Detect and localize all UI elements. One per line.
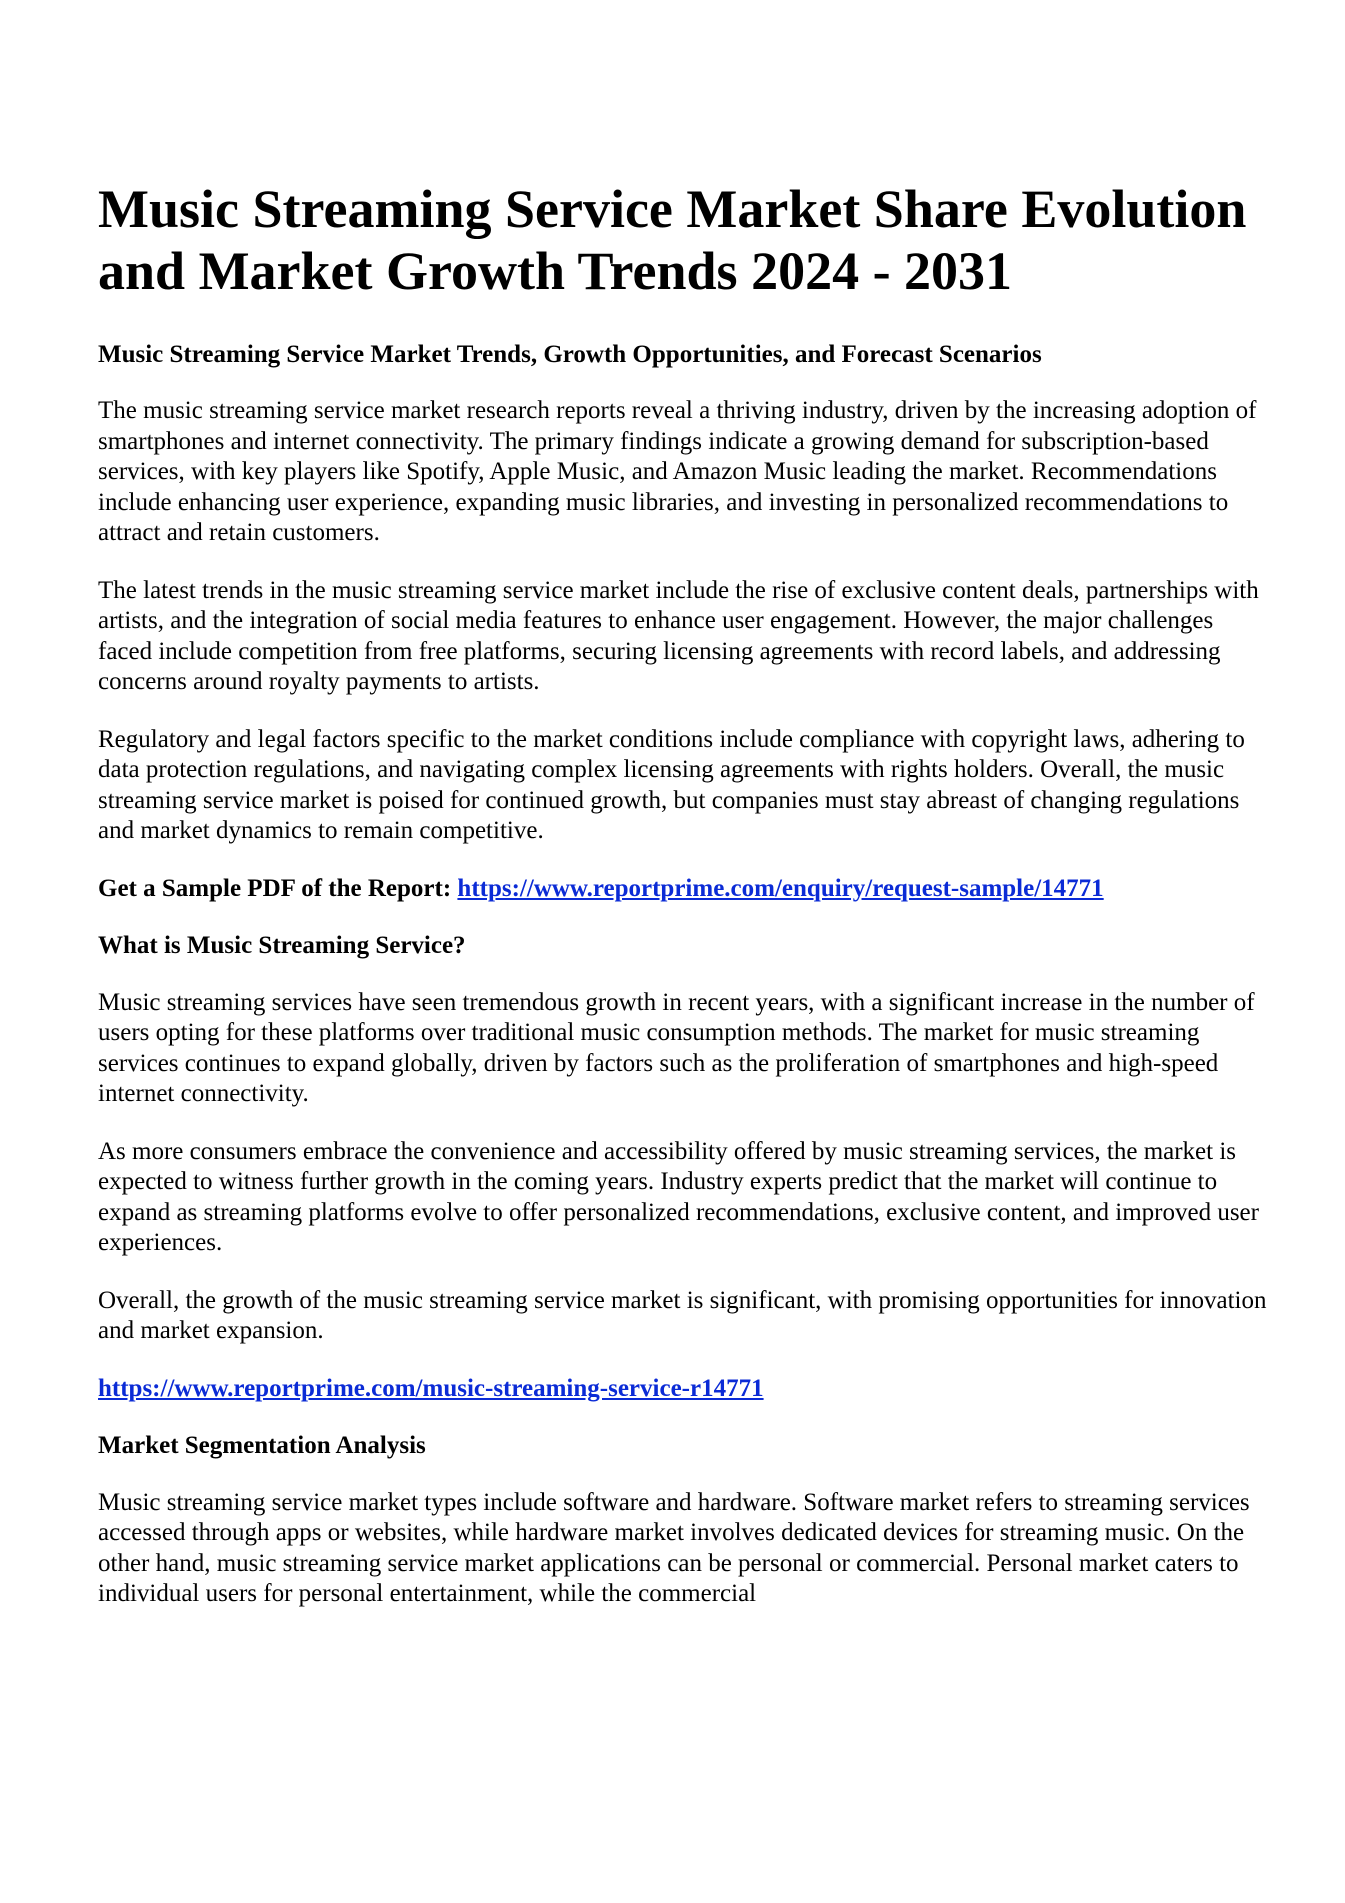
sample-pdf-label: Get a Sample PDF of the Report: <box>98 874 458 902</box>
what-is-paragraph-3: Overall, the growth of the music streaming service market is significant, with promising opportunities for innovation and market expansion. <box>98 1286 1267 1344</box>
segmentation-heading: Market Segmentation Analysis <box>98 1431 426 1459</box>
report-link-line <box>98 1374 1268 1404</box>
sample-pdf-line <box>98 874 1268 904</box>
document-title: Music Streaming Service Market Share Evolution and Market Growth Trends 2024 - 2031 <box>98 179 1247 301</box>
what-is-paragraph-1: Music streaming services have seen tremendous growth in recent years, with a significant increase in the number of users opting for these platforms over traditional music consumption methods. The market for music streaming services continues to expand globally, driven by factors such as the proliferation of smartphones and high-speed internet connectivity. <box>98 988 1255 1107</box>
segmentation-paragraph: Music streaming service market types include software and hardware. Software market refers to streaming services accessed through apps or websites, while hardware market involves dedicated devices for streaming music. On the other hand, music streaming service market applications can be personal or commercial. Personal market caters to individual users for personal entertainment, while the commercial <box>98 1488 1250 1607</box>
intro-paragraph-1: The music streaming service market research reports reveal a thriving industry, driven by the increasing adoption of smartphones and internet connectivity. The primary findings indicate a growing demand for subscription-based services, with key players like Spotify, Apple Music, and Amazon Music leading the market. Recommendations include enhancing user experience, expanding music libraries, and investing in personalized recommendations to attract and retain customers. <box>98 397 1257 546</box>
document-page <box>98 178 1268 1637</box>
intro-paragraph-2: The latest trends in the music streaming service market include the rise of exclusive content deals, partnerships with artists, and the integration of social media features to enhance user engagement. However, the major challenges faced include competition from free platforms, securing licensing agreements with record labels, and addressing concerns around royalty payments to artists. <box>98 576 1259 695</box>
what-is-heading: What is Music Streaming Service? <box>98 931 466 959</box>
section-subtitle: Music Streaming Service Market Trends, Growth Opportunities, and Forecast Scenarios <box>98 341 1042 368</box>
report-link[interactable]: https://www.reportprime.com/music-streaming-service-r14771 <box>98 1374 764 1402</box>
sample-pdf-link[interactable]: https://www.reportprime.com/enquiry/request-sample/14771 <box>457 874 1104 902</box>
what-is-paragraph-2: As more consumers embrace the convenience and accessibility offered by music streaming services, the market is expected to witness further growth in the coming years. Industry experts predict that the market will continue to expand as streaming platforms evolve to offer personalized recommendations, exclusive content, and improved user experiences. <box>98 1137 1259 1256</box>
intro-paragraph-3: Regulatory and legal factors specific to the market conditions include compliance with copyright laws, adhering to data protection regulations, and navigating complex licensing agreements with rights holders. Overall, the music streaming service market is poised for continued growth, but companies must stay abreast of changing regulations and market dynamics to remain competitive. <box>98 725 1245 844</box>
